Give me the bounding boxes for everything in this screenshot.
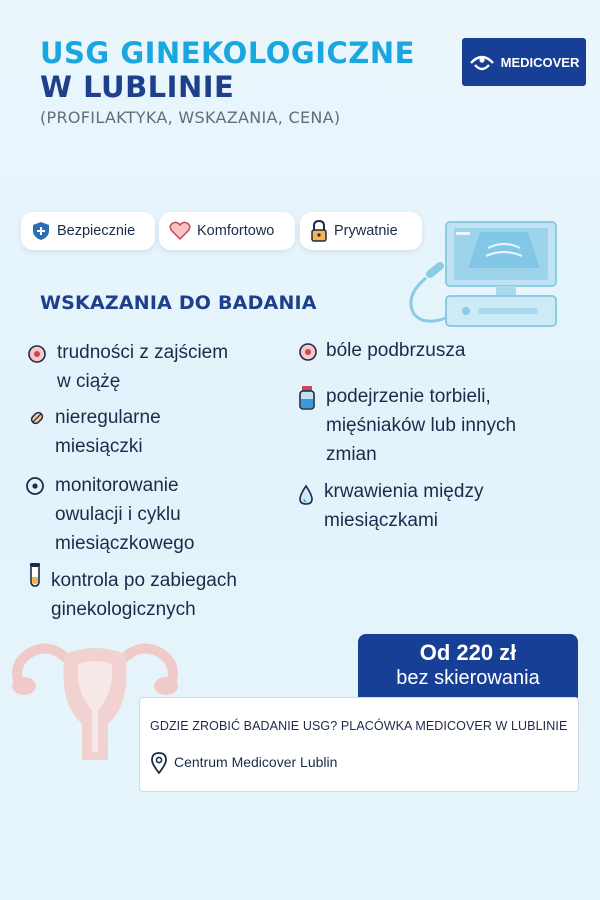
- ovum-icon: [27, 344, 47, 364]
- badge-private-label: Prywatnie: [334, 223, 398, 239]
- pill-icon: [27, 408, 47, 428]
- clinic-link[interactable]: Centrum Medicover Lublin: [174, 754, 338, 770]
- test-tube-icon: [27, 562, 43, 588]
- target-icon: [25, 476, 45, 496]
- price-note: bez skierowania: [396, 667, 540, 689]
- logo-text: MEDICOVER: [500, 54, 580, 70]
- page-title-line1: USG GINEKOLOGICZNE: [40, 36, 415, 70]
- ovum-icon: [298, 342, 318, 362]
- badge-safe: [21, 212, 155, 250]
- badge-private: [300, 212, 422, 250]
- medicover-logo[interactable]: [462, 38, 586, 86]
- page-title-line2: W LUBLINIE: [40, 70, 235, 104]
- lock-icon: [310, 220, 328, 242]
- badge-comfort-label: Komfortowo: [197, 223, 275, 239]
- badge-comfort: [159, 212, 295, 250]
- page-subtitle: (PROFILAKTYKA, WSKAZANIA, CENA): [40, 108, 341, 127]
- price-value: Od 220 zł: [419, 640, 517, 665]
- indications-title: WSKAZANIA DO BADANIA: [40, 292, 317, 314]
- vial-icon: [297, 385, 317, 411]
- ultrasound-machine-illustration: [400, 218, 565, 330]
- heart-icon: [169, 221, 191, 241]
- drop-icon: [298, 484, 314, 506]
- map-pin-icon: [150, 752, 168, 774]
- price-box: [358, 634, 578, 704]
- badge-safe-label: Bezpiecznie: [57, 223, 136, 239]
- location-card: [139, 697, 579, 792]
- medicover-logo-icon: [469, 51, 495, 73]
- location-heading: GDZIE ZROBIĆ BADANIE USG? PLACÓWKA MEDICOVER W LUBLINIE: [150, 719, 568, 733]
- shield-plus-icon: [31, 221, 51, 241]
